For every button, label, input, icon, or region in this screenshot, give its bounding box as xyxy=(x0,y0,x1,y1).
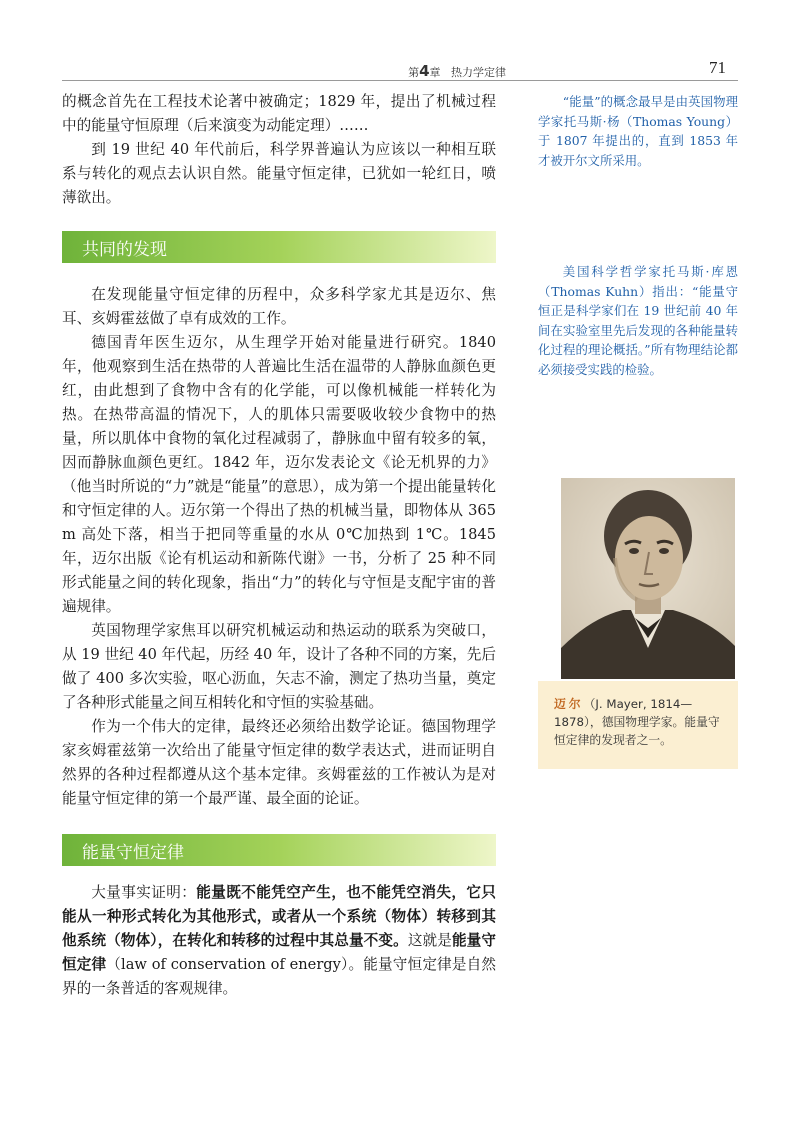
section-title: 能量守恒定律 xyxy=(82,843,184,863)
chapter-title: 热力学定律 xyxy=(451,66,506,79)
section-heading-energy-conservation xyxy=(62,834,496,866)
page-header xyxy=(62,54,738,81)
paragraph: 英国物理学家焦耳以研究机械运动和热运动的联系为突破口，从 19 世纪 40 年代起，历经 40 年，设计了各种不同的方案，先后做了 400 多次实验，呕心沥血，矢志不渝，测定了热功当量，奠定了各种形式能量之间互相转化和守恒的实验基础。 xyxy=(62,622,496,711)
portrait-caption xyxy=(538,681,738,769)
paragraph: 在发现能量守恒定律的历程中，众多科学家尤其是迈尔、焦耳、亥姆霍兹做了卓有成效的工作。 xyxy=(62,286,496,327)
portrait-mayer xyxy=(561,478,735,679)
section-body-common-discovery xyxy=(62,283,496,811)
tail-prefix: 这就是 xyxy=(407,932,452,949)
page-number: 71 xyxy=(709,58,726,77)
chapter-prefix: 第 xyxy=(408,66,420,79)
paragraph: 德国青年医生迈尔，从生理学开始对能量进行研究。1840 年，他观察到生活在热带的人普遍比生活在温带的人静脉血颜色更红，由此想到了食物中含有的化学能，可以像机械能一样转化为热。在热带高温的情况下，人的肌体只需要吸收较少食物中的热量，所以肌体中食物的氧化过程减弱了，静脉血中留有较多的氧，因而静脉血颜色更红。1842 年，迈尔发表论文《论无机界的力》（他当时所说的“力”就是“能量”的意思），成为第一个提出能量转化和守恒定律的人。迈尔第一个得出了热的机械当量，即物体从 365 m 高处下落，相当于把同等重量的水从 0℃加热到 1℃。1845 年，迈尔出版《论有机运动和新陈代谢》一书，分析了 25 种不同形式能量之间的转化现象，指出“力”的转化与守恒是支配宇宙的普遍规律。 xyxy=(62,334,496,615)
caption-name: 迈尔 xyxy=(554,697,584,711)
caption-text: （J. Mayer, 1814—1878），德国物理学家。能量守恒定律的发现者之一。 xyxy=(554,697,720,747)
section-body-energy-conservation xyxy=(62,881,496,1001)
law-statement-paragraph xyxy=(62,881,496,1001)
side-note-kuhn-quote: 美国科学哲学家托马斯·库恩（Thomas Kuhn）指出：“能量守恒正是科学家们在 19 世纪前 40 年间在实验室里先后发现的各种能量转化过程的理论概括。”所有物理结论都必须接受实践的检验。 xyxy=(538,264,738,377)
intro-text xyxy=(62,90,496,210)
side-note-energy-term: “能量”的概念最早是由英国物理学家托马斯·杨（Thomas Young）于 1807 年提出的，直到 1853 年才被开尔文所采用。 xyxy=(538,94,738,168)
portrait-illustration xyxy=(561,478,735,679)
chapter-number: 4 xyxy=(419,62,430,80)
law-name: 能量守恒定律 xyxy=(62,932,496,973)
intro-paragraph-2: 到 19 世纪 40 年代前后，科学界普遍认为应该以一种相互联系与转化的观点去认识自然。能量守恒定律，已犹如一轮红日，喷薄欲出。 xyxy=(62,141,496,206)
chapter-suffix: 章 xyxy=(429,66,441,79)
law-statement: 能量既不能凭空产生，也不能凭空消失，它只能从一种形式转化为其他形式，或者从一个系统（物体）转移到其他系统（物体），在转化和转移的过程中其总量不变。 xyxy=(62,884,496,949)
section-heading-common-discovery xyxy=(62,231,496,263)
lead-text: 大量事实证明： xyxy=(91,884,197,901)
tail-suffix: 。能量守恒定律是自然界的一条普适的客观规律。 xyxy=(62,956,496,997)
chapter-label xyxy=(408,62,506,80)
section-title: 共同的发现 xyxy=(82,240,167,260)
law-english: （law of conservation of energy） xyxy=(106,956,349,973)
intro-paragraph-1: 的概念首先在工程技术论著中被确定；1829 年，提出了机械过程中的能量守恒原理（后来演变为动能定理）…… xyxy=(62,93,496,134)
paragraph: 作为一个伟大的定律，最终还必须给出数学论证。德国物理学家亥姆霍兹第一次给出了能量守恒定律的数学表达式，进而证明自然界的各种过程都遵从这个基本定律。亥姆霍兹的工作被认为是对能量守恒定律的第一个最严谨、最全面的论证。 xyxy=(62,718,496,807)
